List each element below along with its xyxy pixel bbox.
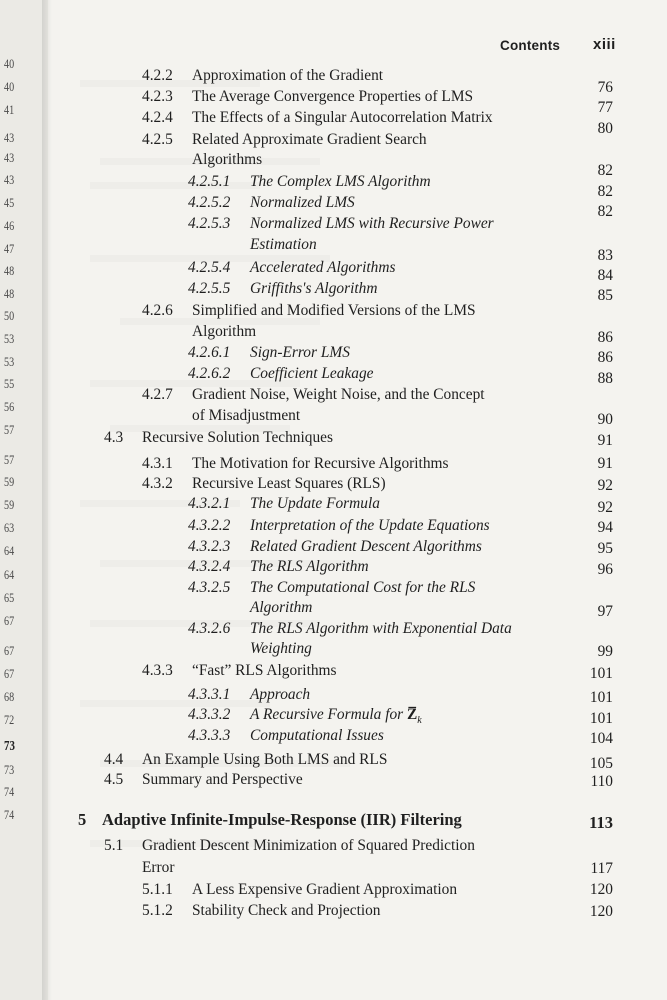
facing-page-number: 40 (4, 79, 15, 94)
toc-entry-title (192, 456, 448, 471)
toc-entry-page: 101 (589, 689, 613, 706)
toc-entry-page: 92 (597, 477, 613, 494)
facing-page-number: 45 (4, 195, 15, 210)
toc-entry-title (250, 707, 422, 726)
toc-entry-title-continuation: Algorithm (192, 323, 257, 340)
facing-page-number: 48 (4, 263, 15, 278)
toc-entry-title-continuation: Weighting (250, 640, 312, 657)
toc-entry-title-text: Normalized LMS (250, 194, 355, 211)
toc-entry-number: 4.3 (104, 429, 124, 446)
toc-entry-page: 120 (589, 881, 613, 898)
facing-page-number: 47 (4, 241, 15, 256)
toc-entry-title-text: “Fast” RLS Algorithms (192, 662, 337, 679)
toc-entry-number: 4.2.5.4 (188, 259, 231, 276)
facing-page-number: 73 (4, 762, 15, 777)
toc-entry-page: 99 (597, 643, 613, 660)
toc-entry-title-continuation: Algorithm (250, 599, 313, 616)
facing-page-margin (0, 0, 48, 1000)
toc-entry-title (250, 518, 490, 533)
toc-entry-title (142, 772, 303, 787)
toc-entry-page: 97 (597, 603, 613, 620)
toc-entry-page: 86 (597, 349, 613, 366)
facing-page-number: 59 (4, 474, 15, 489)
facing-page-number: 43 (4, 150, 15, 165)
toc-entry-title (250, 559, 369, 574)
toc-entry-title (250, 366, 374, 381)
toc-entry-page: 96 (597, 561, 613, 578)
toc-entry-page: 88 (597, 370, 613, 387)
toc-entry-number: 5.1.1 (142, 881, 173, 898)
toc-entry-title (192, 110, 493, 125)
toc-entry-page: 95 (597, 540, 613, 557)
toc-entry-page: 91 (597, 455, 613, 472)
toc-entry-title-continuation: Estimation (250, 236, 317, 253)
toc-entry-number: 4.2.5 (142, 131, 173, 148)
toc-entry-title (192, 89, 473, 104)
facing-page-number: 55 (4, 376, 15, 391)
toc-entry-title (192, 132, 427, 147)
toc-entry-title-text: Adaptive Infinite-Impulse-Response (IIR) Filtering (102, 810, 462, 829)
toc-entry-math-subscript: k (417, 715, 422, 727)
toc-entry-title (250, 195, 355, 210)
running-header-title: Contents (500, 38, 561, 53)
toc-entry-number: 5.1.2 (142, 902, 173, 919)
toc-entry-number: 4.2.5.1 (188, 173, 231, 190)
toc-entry-number: 4.2.7 (142, 386, 173, 403)
toc-entry-title-text: Simplified and Modified Versions of the LMS (192, 302, 476, 319)
toc-entry-title-text: A Recursive Formula for (250, 706, 408, 723)
toc-entry-title-text: The RLS Algorithm (250, 558, 369, 575)
toc-entry-page: 105 (589, 755, 613, 772)
toc-entry-title-text: Recursive Solution Techniques (142, 429, 333, 446)
toc-entry-title-text: The Effects of a Singular Autocorrelation Matrix (192, 109, 493, 126)
toc-entry-number: 4.2.3 (142, 88, 173, 105)
toc-entry-number: 4.2.5.3 (188, 215, 231, 232)
facing-page-number: 67 (4, 666, 15, 681)
facing-page-number: 74 (4, 807, 15, 822)
toc-entry-title-text: Related Approximate Gradient Search (192, 131, 427, 148)
toc-entry-title-text: Coefficient Leakage (250, 365, 374, 382)
toc-entry-title-continuation: Algorithms (192, 151, 263, 168)
facing-page-number: 68 (4, 689, 15, 704)
facing-page-number: 65 (4, 590, 15, 605)
toc-entry-number: 4.3.2.2 (188, 517, 231, 534)
toc-entry-title-text: Normalized LMS with Recursive Power (250, 215, 494, 232)
toc-entry-title-text: The Average Convergence Properties of LMS (192, 88, 474, 105)
toc-entry-title-text: Sign-Error LMS (250, 344, 350, 361)
toc-entry-title (250, 621, 512, 636)
facing-page-number: 50 (4, 308, 15, 323)
toc-entry-title (192, 387, 485, 402)
toc-entry-page: 77 (597, 99, 613, 116)
toc-entry-title-text: Griffiths's Algorithm (250, 280, 378, 297)
facing-page-number: 73 (4, 739, 15, 754)
toc-entry-title (250, 539, 482, 554)
gutter-shadow (42, 0, 52, 1000)
toc-entry-number: 4.2.5.5 (188, 280, 231, 297)
toc-entry-title (250, 580, 475, 595)
toc-entry-title (102, 812, 462, 829)
facing-page-number: 46 (4, 218, 15, 233)
toc-entry-title-text: Accelerated Algorithms (250, 259, 396, 276)
toc-entry-number: 4.3.3 (142, 662, 173, 679)
toc-entry-title (142, 430, 333, 445)
toc-entry-page: 117 (590, 860, 613, 877)
toc-entry-title (192, 303, 476, 318)
facing-page-number: 57 (4, 422, 15, 437)
toc-entry-math-symbol: Z̅ (407, 706, 418, 723)
toc-entry-number: 4.3.2.6 (188, 620, 231, 637)
toc-entry-number: 4.3.3.3 (188, 727, 231, 744)
toc-entry-page: 84 (597, 267, 613, 284)
toc-entry-title-text: The RLS Algorithm with Exponential Data (250, 620, 512, 637)
toc-entry-title (250, 174, 431, 189)
toc-entry-title-text: Gradient Noise, Weight Noise, and the Concept (192, 386, 485, 403)
toc-entry-title (250, 728, 384, 743)
toc-entry-title (250, 216, 494, 231)
toc-entry-title (250, 345, 350, 360)
facing-page-number: 67 (4, 613, 15, 628)
toc-entry-title-text: Summary and Perspective (142, 771, 303, 788)
facing-page-number: 43 (4, 172, 15, 187)
toc-entry-number: 4.2.6 (142, 302, 173, 319)
toc-entry-page: 120 (589, 903, 613, 920)
toc-entry-title (142, 838, 475, 853)
facing-page-number: 53 (4, 354, 15, 369)
toc-entry-title-text: Gradient Descent Minimization of Squared Prediction (142, 837, 475, 854)
toc-entry-page: 101 (589, 710, 613, 727)
toc-entry-title-text: Related Gradient Descent Algorithms (250, 538, 482, 555)
toc-entry-number: 4.3.3.2 (188, 706, 231, 723)
facing-page-number: 74 (4, 784, 15, 799)
toc-entry-title (250, 260, 395, 275)
toc-entry-page: 82 (597, 162, 613, 179)
toc-entry-number: 4.2.2 (142, 67, 173, 84)
toc-entry-page: 90 (597, 411, 613, 428)
toc-entry-page: 92 (597, 499, 613, 516)
toc-entry-title (250, 281, 377, 296)
toc-entry-number: 4.3.1 (142, 455, 173, 472)
toc-entry-page: 91 (597, 432, 613, 449)
toc-entry-title-text: Computational Issues (250, 727, 384, 744)
toc-entry-page: 113 (589, 813, 613, 832)
facing-page-number: 40 (4, 56, 15, 71)
toc-entry-number: 4.3.2 (142, 475, 173, 492)
toc-entry-number: 4.3.2.1 (188, 495, 231, 512)
toc-entry-page: 76 (597, 79, 613, 96)
facing-page-number: 63 (4, 520, 15, 535)
toc-entry-number: 4.5 (104, 771, 124, 788)
toc-entry-page: 104 (589, 730, 613, 747)
toc-entry-number: 4.3.2.3 (188, 538, 231, 555)
toc-entry-title-text: The Complex LMS Algorithm (250, 173, 431, 190)
toc-entry-title-text: Interpretation of the Update Equations (250, 517, 490, 534)
toc-entry-title (192, 882, 457, 897)
toc-entry-title-continuation: of Misadjustment (192, 407, 301, 424)
facing-page-number: 53 (4, 331, 15, 346)
toc-entry-number: 5 (78, 810, 87, 829)
toc-entry-title-text: Approach (250, 686, 311, 703)
toc-entry-title (192, 903, 381, 918)
toc-entry-title-text: An Example Using Both LMS and RLS (142, 751, 388, 768)
toc-entry-number: 4.2.6.1 (188, 344, 231, 361)
toc-entry-title (192, 476, 386, 491)
toc-entry-page: 82 (597, 183, 613, 200)
bleed-through-line (90, 182, 260, 189)
toc-entry-title-text: Recursive Least Squares (RLS) (192, 475, 386, 492)
toc-entry-title (142, 752, 387, 767)
toc-entry-title (250, 496, 380, 511)
facing-page-number: 41 (4, 102, 15, 117)
toc-entry-number: 4.2.5.2 (188, 194, 231, 211)
facing-page-number: 59 (4, 497, 15, 512)
toc-entry-page: 94 (597, 519, 613, 536)
toc-entry-page: 110 (590, 773, 613, 790)
toc-entry-number: 4.4 (104, 751, 124, 768)
toc-entry-title-continuation: Error (142, 859, 175, 876)
toc-entry-number: 4.2.4 (142, 109, 173, 126)
toc-entry-page: 101 (589, 665, 613, 682)
toc-entry-number: 4.2.6.2 (188, 365, 231, 382)
toc-entry-title-text: The Update Formula (250, 495, 380, 512)
toc-entry-title-text: A Less Expensive Gradient Approximation (192, 881, 458, 898)
toc-entry-number: 4.3.3.1 (188, 686, 231, 703)
facing-page-number: 64 (4, 567, 15, 582)
facing-page-number: 56 (4, 399, 15, 414)
toc-entry-page: 82 (597, 203, 613, 220)
toc-entry-number: 5.1 (104, 837, 124, 854)
toc-entry-title (192, 68, 383, 83)
toc-entry-page: 86 (597, 329, 613, 346)
toc-entry-title-text: Approximation of the Gradient (192, 67, 384, 84)
toc-entry-title-text: Stability Check and Projection (192, 902, 381, 919)
facing-page-number: 72 (4, 712, 15, 727)
toc-entry-title (192, 663, 337, 678)
running-header-page-number: xiii (593, 36, 616, 53)
facing-page-number: 67 (4, 643, 15, 658)
toc-entry-page: 80 (597, 120, 613, 137)
facing-page-number: 57 (4, 452, 15, 467)
facing-page-number: 48 (4, 286, 15, 301)
bleed-through-line (80, 700, 270, 707)
toc-entry-title (250, 687, 310, 702)
toc-entry-title-text: The Motivation for Recursive Algorithms (192, 455, 449, 472)
toc-entry-number: 4.3.2.5 (188, 579, 231, 596)
toc-entry-page: 85 (597, 287, 613, 304)
facing-page-number: 64 (4, 543, 15, 558)
toc-entry-page: 83 (597, 247, 613, 264)
toc-entry-title-text: The Computational Cost for the RLS (250, 579, 476, 596)
facing-page-number: 43 (4, 130, 15, 145)
toc-entry-number: 4.3.2.4 (188, 558, 231, 575)
